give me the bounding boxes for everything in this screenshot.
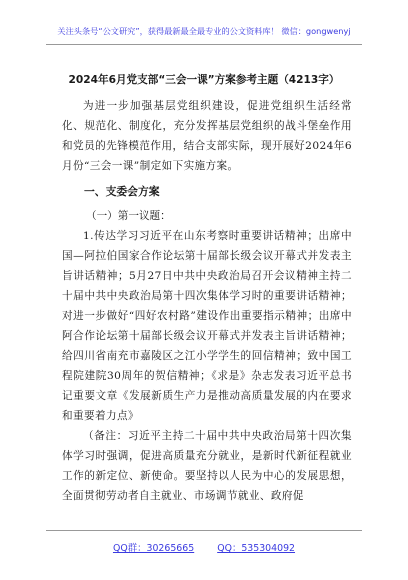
body-paragraph-2: （备注：习近平主持二十届中共中央政治局第十四次集体学习时强调，促进高质量充分就业，是新时代新征程就业工作的新定位、新使命。要坚持以人民为中心的发展思想，全面贯彻劳动者自主就业、市场调节就业、政府促: [62, 430, 352, 502]
header-promo-note: 关注头条号“公文研究”，获得最新最全最专业的公文资料库！ 微信：gongwenyj: [57, 26, 351, 36]
intro-paragraph: 为进一步加强基层党组织建设，促进党组织生活经常化、规范化、制度化，充分发挥基层党组织的战斗堡垒作用和党员的先锋模范作用，结合支部实际，现开展好2024年6月份“三会一课”制定如下实施方案。: [62, 100, 352, 172]
footer-divider: [46, 530, 362, 531]
subsection-heading: （一）第一议题：: [86, 210, 171, 222]
footer-qq-group: QQ群：30265665: [112, 543, 195, 554]
section-heading: 一、支委会方案: [84, 185, 160, 198]
footer-qq-number: QQ：535304092: [217, 543, 296, 554]
body-paragraph-1: 1.传达学习习近平在山东考察时重要讲话精神；出席中国—阿拉伯国家合作论坛第十届部长级会议开幕式并发表主旨讲话精神；5月27日中共中央政治局召开会议精神主持二十届中共中央政治局第十四次集体学习时的重要讲话精神；对进一步做好“四好农村路”建设作出重要指示精神；出席中阿合作论坛第十届部长级会议开幕式并发表主旨讲话精神；给四川省南充市嘉陵区之江小学学生的回信精神；致中国工程院建院30周年的贺信精神；《求是》杂志发表习近平总书记重要文章《发展新质生产力是推动高质量发展的内在要求和重要着力点》: [62, 230, 352, 422]
header-divider: [46, 44, 362, 45]
footer-contact: [0, 540, 408, 554]
document-title: 2024年6月党支部“三会一课”方案参考主题（4213字）: [68, 74, 340, 86]
